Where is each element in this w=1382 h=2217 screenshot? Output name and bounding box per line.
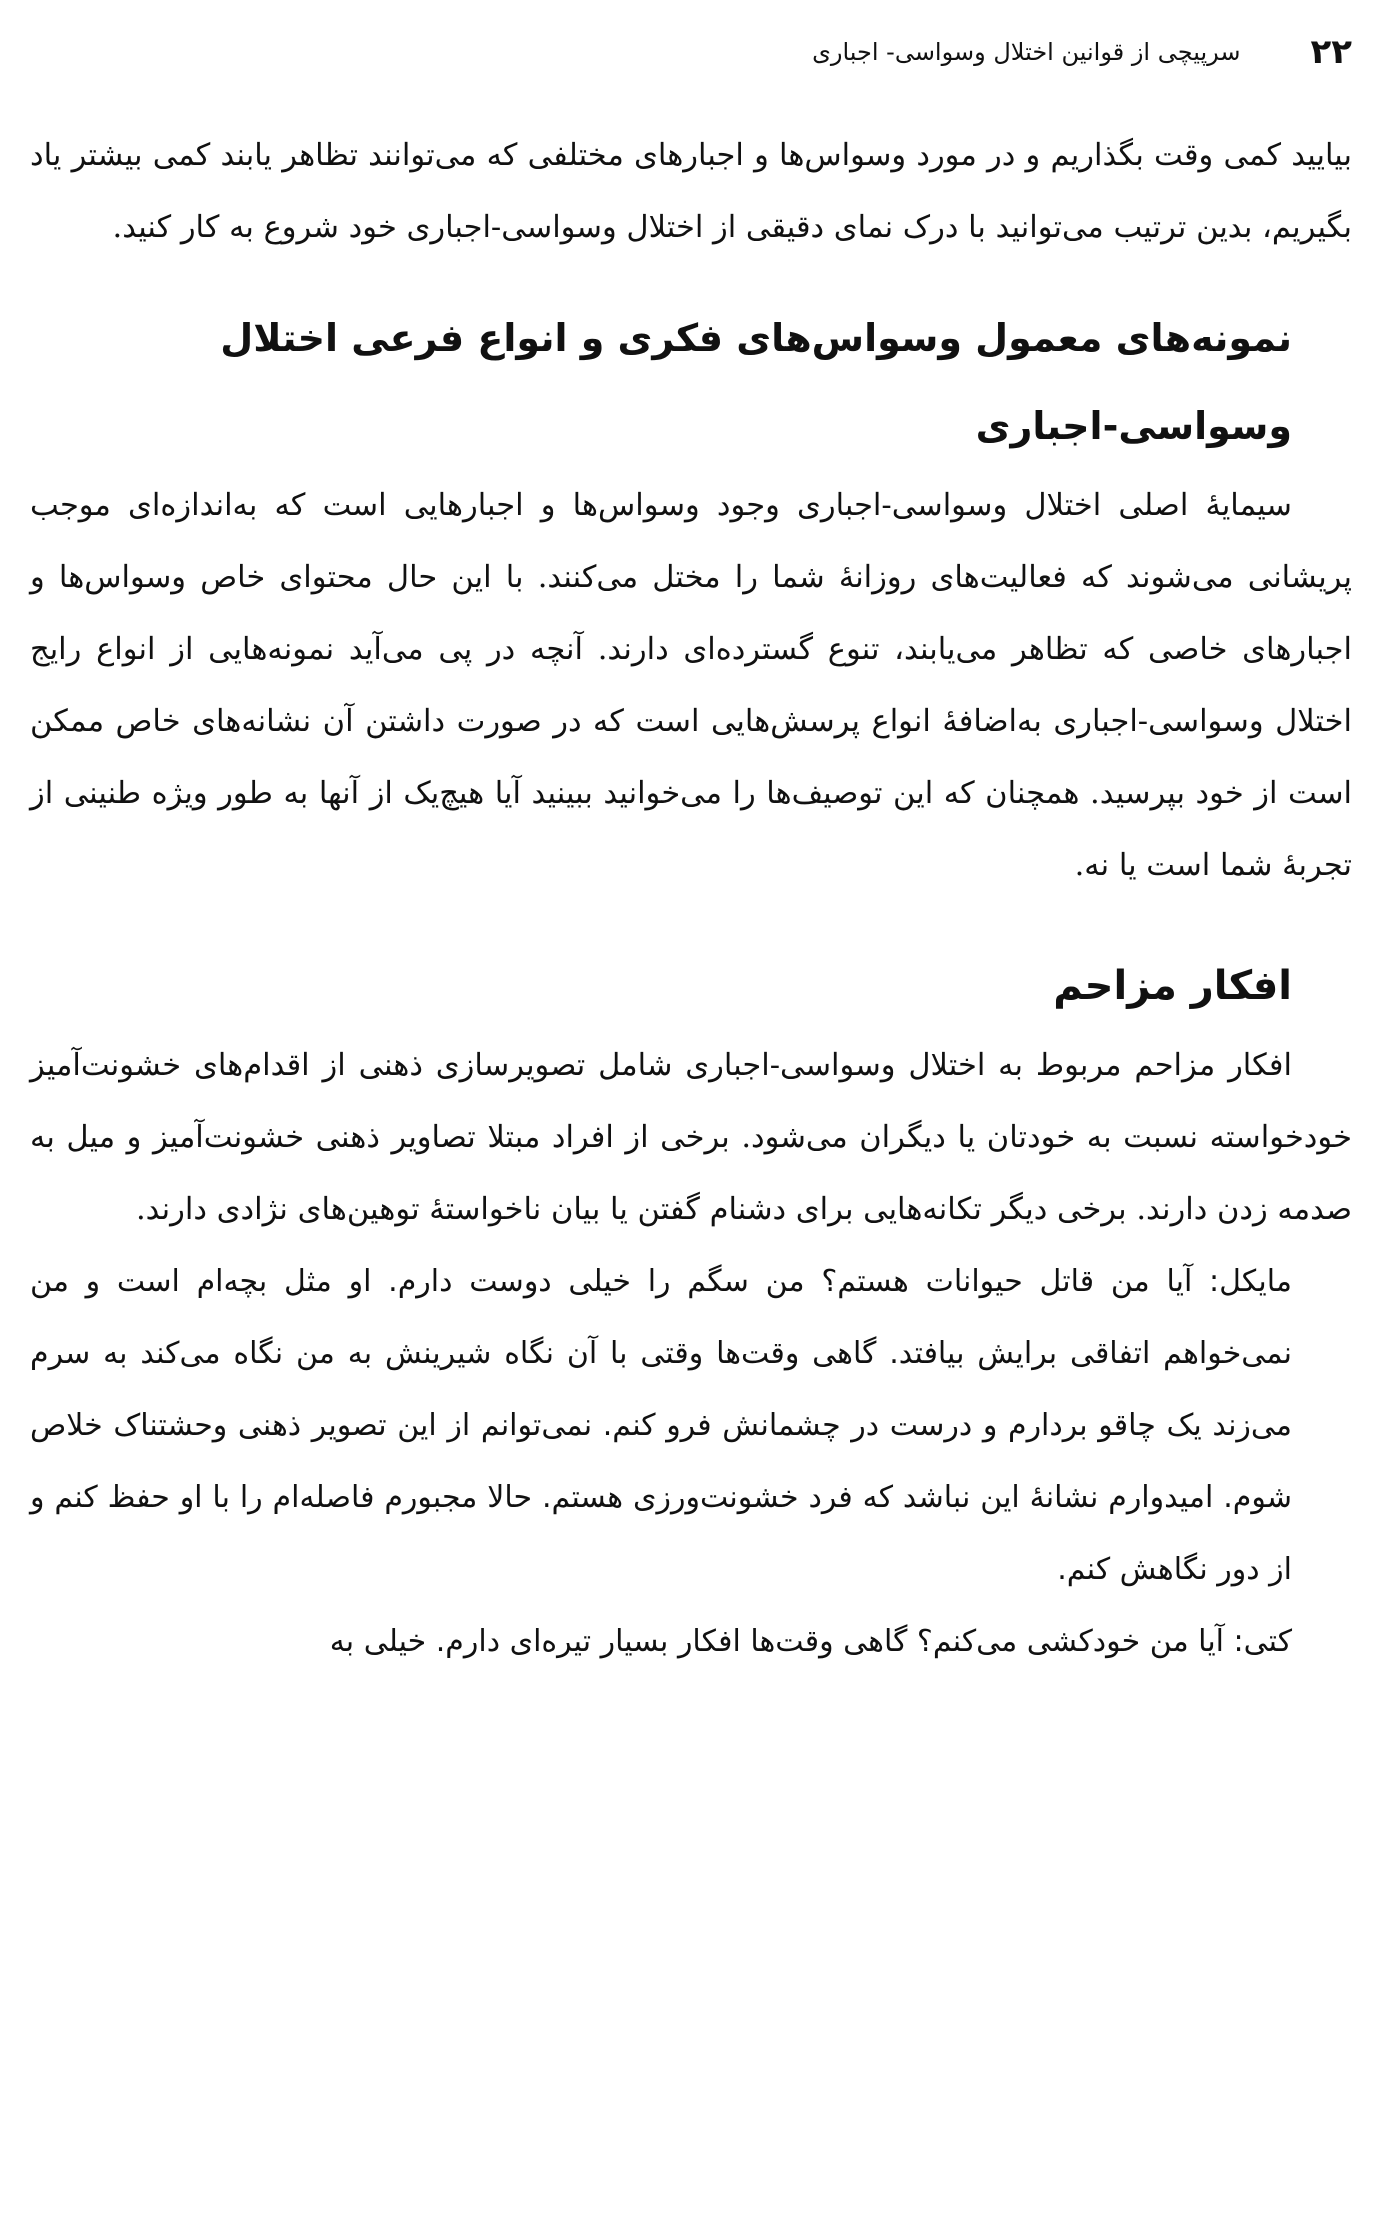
intrusive-thoughts-paragraph: افکار مزاحم مربوط به اختلال وسواسی-اجباری شامل تصویرسازی ذهنی از اقدام‌های خشونت‌آمیز خودخواسته نسبت به خودتان یا دیگران می‌شود. برخی از افراد مبتلا تصاویر ذهنی خشونت‌آمیز و میل به صدمه زدن دارند. برخی دیگر تکانه‌هایی برای دشنام گفتن یا بیان ناخواستهٔ توهین‌های نژادی دارند. [30,1048,1352,1227]
page-content [30,120,1352,1678]
page-header [30,22,1352,82]
case-quote-katy: کتی: آیا من خودکشی می‌کنم؟ گاهی وقت‌ها افکار بسیار تیره‌ای دارم. خیلی به [329,1624,1292,1659]
section-heading-obsession-types: نمونه‌های معمول وسواس‌های فکری و انواع فرعی اختلال وسواسی-اجباری [220,316,1292,448]
page-number: ۲۲ [1310,32,1352,72]
case-quote-michael: مایکل: آیا من قاتل حیوانات هستم؟ من سگم را خیلی دوست دارم. او مثل بچه‌ام است و من نمی‌خواهم اتفاقی برایش بیافتد. گاهی وقت‌ها وقتی با آن نگاه شیرینش به من نگاه می‌کند به سرم می‌زند یک چاقو بردارم و درست در چشمانش فرو کنم. نمی‌توانم از این تصویر ذهنی وحشتناک خلاص شوم. امیدوارم نشانهٔ این نباشد که فرد خشونت‌ورزی هستم. حالا مجبورم فاصله‌ام را با او حفظ کنم و از دور نگاهش کنم. [30,1264,1292,1587]
intro-paragraph: بیایید کمی وقت بگذاریم و در مورد وسواس‌ها و اجبارهای مختلفی که می‌توانند تظاهر یابند کمی بیشتر یاد بگیریم، بدین ترتیب می‌توانید با درک نمای دقیقی از اختلال وسواسی-اجباری خود شروع به کار کنید. [30,138,1352,245]
section-heading-intrusive-thoughts: افکار مزاحم [1053,963,1292,1009]
obsession-types-paragraph: سیمایهٔ اصلی اختلال وسواسی-اجباری وجود وسواس‌ها و اجبارهایی است که به‌اندازه‌ای موجب پریشانی می‌شوند که فعالیت‌های روزانهٔ شما را مختل می‌کنند. با این حال محتوای خاص وسواس‌ها و اجبارهای خاصی که تظاهر می‌یابند، تنوع گسترده‌ای دارند. آنچه در پی می‌آید نمونه‌هایی از انواع رایج اختلال وسواسی-اجباری به‌اضافهٔ انواع پرسش‌هایی است که در صورت داشتن آن نشانه‌های خاص ممکن است از خود بپرسید. همچنان که این توصیف‌ها را می‌خوانید ببینید آیا هیچ‌یک از آنها به طور ویژه طنینی از تجربهٔ شما است یا نه. [30,488,1352,883]
running-title: سرپیچی از قوانین اختلال وسواسی- اجباری [812,38,1241,66]
